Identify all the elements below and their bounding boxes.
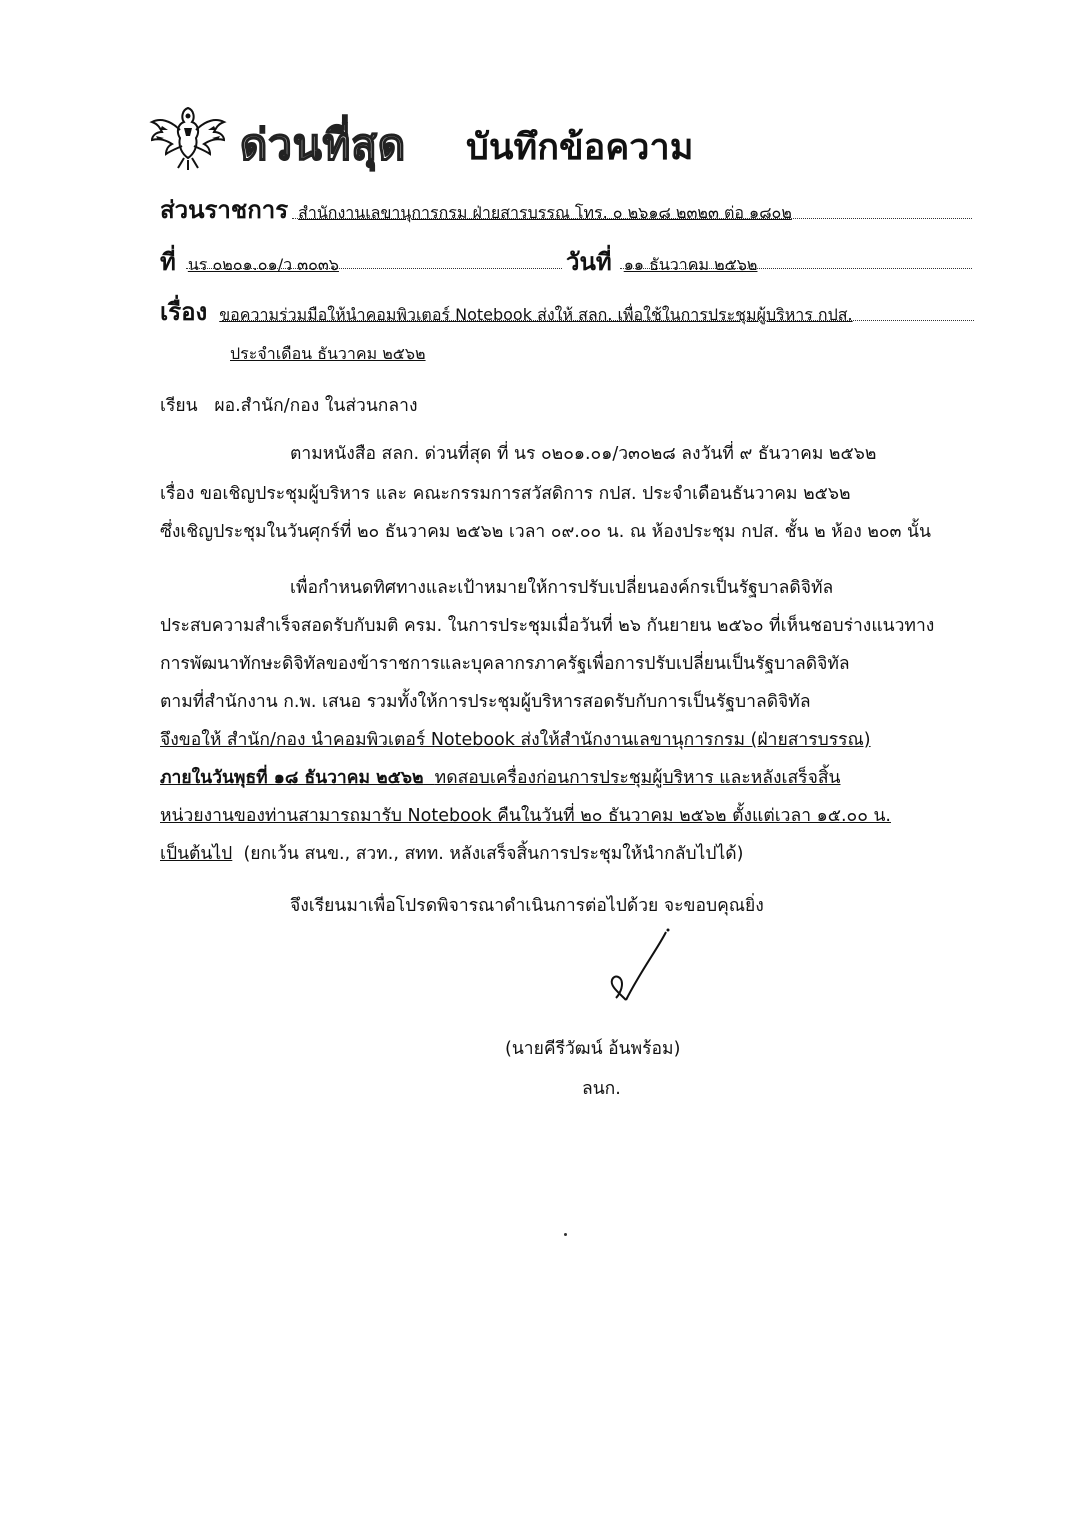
ref-label: ที่	[160, 248, 176, 276]
subject-row2	[230, 342, 426, 367]
handwritten-signature	[600, 928, 680, 1010]
paragraph2-line8	[160, 842, 743, 866]
signatory-name: (นายคีรีวัฒน์ อ้นพร้อม)	[505, 1039, 681, 1059]
salutation	[160, 394, 418, 418]
date-row	[566, 242, 757, 281]
agency-value: สำนักงานเลขานุการกรม ฝ่ายสารบรรณ โทร. ๐ ๒๖๑๘ ๒๓๒๓ ต่อ ๑๘๐๒	[298, 203, 792, 222]
paragraph2-line6	[160, 766, 840, 790]
paragraph1-line1: ตามหนังสือ สลก. ด่วนที่สุด ที่ นร ๐๒๐๑.๐๑/ว๓๐๒๘ ลงวันที่ ๙ ธันวาคม ๒๕๖๒	[290, 444, 877, 464]
subject-row	[160, 292, 853, 331]
signatory-position: ลนก.	[582, 1079, 621, 1099]
date-dotline	[620, 268, 972, 269]
page-speck	[564, 1233, 567, 1236]
paragraph2-line3: การพัฒนาทักษะดิจิทัลของข้าราชการและบุคลากรภาครัฐเพื่อการปรับเปลี่ยนเป็นรัฐบาลดิจิทัล	[160, 654, 850, 674]
paragraph2-line7: หน่วยงานของท่านสามารถมารับ Notebook คืนในวันที่ ๒๐ ธันวาคม ๒๕๖๒ ตั้งแต่เวลา ๑๕.๐๐ น.	[160, 806, 891, 826]
ref-row	[160, 242, 339, 281]
deadline-text: ภายในวันพุธที่ ๑๘ ธันวาคม ๒๕๖๒	[160, 768, 424, 788]
memo-title: บันทึกข้อความ	[466, 127, 694, 168]
date-label: วันที่	[566, 248, 612, 276]
date-value: ๑๑ ธันวาคม ๒๕๖๒	[623, 255, 758, 274]
paragraph2-line6-rest: ทดสอบเครื่องก่อนการประชุมผู้บริหาร และหลังเสร็จสิ้น	[434, 768, 841, 788]
subject-label: เรื่อง	[160, 298, 208, 326]
subject-line2: ประจำเดือน ธันวาคม ๒๕๖๒	[230, 344, 426, 363]
paragraph2-line4: ตามที่สำนักงาน ก.พ. เสนอ รวมทั้งให้การประชุมผู้บริหารสอดรับกับการเป็นรัฐบาลดิจิทัล	[160, 692, 811, 712]
paragraph2-line2: ประสบความสำเร็จสอดรับกับมติ ครม. ในการประชุมเมื่อวันที่ ๒๖ กันยายน ๒๕๖๐ ที่เห็นชอบร่างแนวทาง	[160, 616, 935, 636]
urgent-stamp: ด่วนที่สุด	[240, 120, 407, 169]
salutation-label: เรียน	[160, 396, 198, 416]
subject-dotline	[222, 320, 974, 321]
paragraph2-line8-rest: (ยกเว้น สนข., สวท., สทท. หลังเสร็จสิ้นการประชุมให้นำกลับไปได้)	[243, 844, 744, 864]
subject-line1: ขอความร่วมมือให้นำคอมพิวเตอร์ Notebook ส่งให้ สลก. เพื่อใช้ในการประชุมผู้บริหาร กปส.	[219, 305, 853, 324]
agency-row	[160, 190, 792, 229]
salutation-to: ผอ.สำนัก/กอง ในส่วนกลาง	[214, 396, 418, 416]
agency-label: ส่วนราชการ	[160, 196, 289, 224]
paragraph2-line8-underlined: เป็นต้นไป	[160, 844, 233, 864]
agency-dotline	[292, 218, 972, 219]
paragraph2-line5: จึงขอให้ สำนัก/กอง นำคอมพิวเตอร์ Notebook ส่งให้สำนักงานเลขานุการกรม (ฝ่ายสารบรรณ)	[160, 730, 871, 750]
paragraph1-line3: ซึ่งเชิญประชุมในวันศุกร์ที่ ๒๐ ธันวาคม ๒๕๖๒ เวลา ๐๙.๐๐ น. ณ ห้องประชุม กปส. ชั้น ๒ ห้อง ๒๐๓ นั้น	[160, 522, 931, 542]
paragraph1-line2: เรื่อง ขอเชิญประชุมผู้บริหาร และ คณะกรรมการสวัสดิการ กปส. ประจำเดือนธันวาคม ๒๕๖๒	[160, 484, 851, 504]
garuda-emblem-icon	[148, 100, 228, 172]
ref-dotline	[186, 268, 562, 269]
paragraph2-line1: เพื่อกำหนดทิศทางและเป้าหมายให้การปรับเปลี่ยนองค์กรเป็นรัฐบาลดิจิทัล	[290, 578, 834, 598]
ref-value: นร ๐๒๐๑.๐๑/ว ๓๐๓๖	[187, 255, 339, 274]
closing-text: จึงเรียนมาเพื่อโปรดพิจารณาดำเนินการต่อไปด้วย จะขอบคุณยิ่ง	[290, 896, 764, 916]
